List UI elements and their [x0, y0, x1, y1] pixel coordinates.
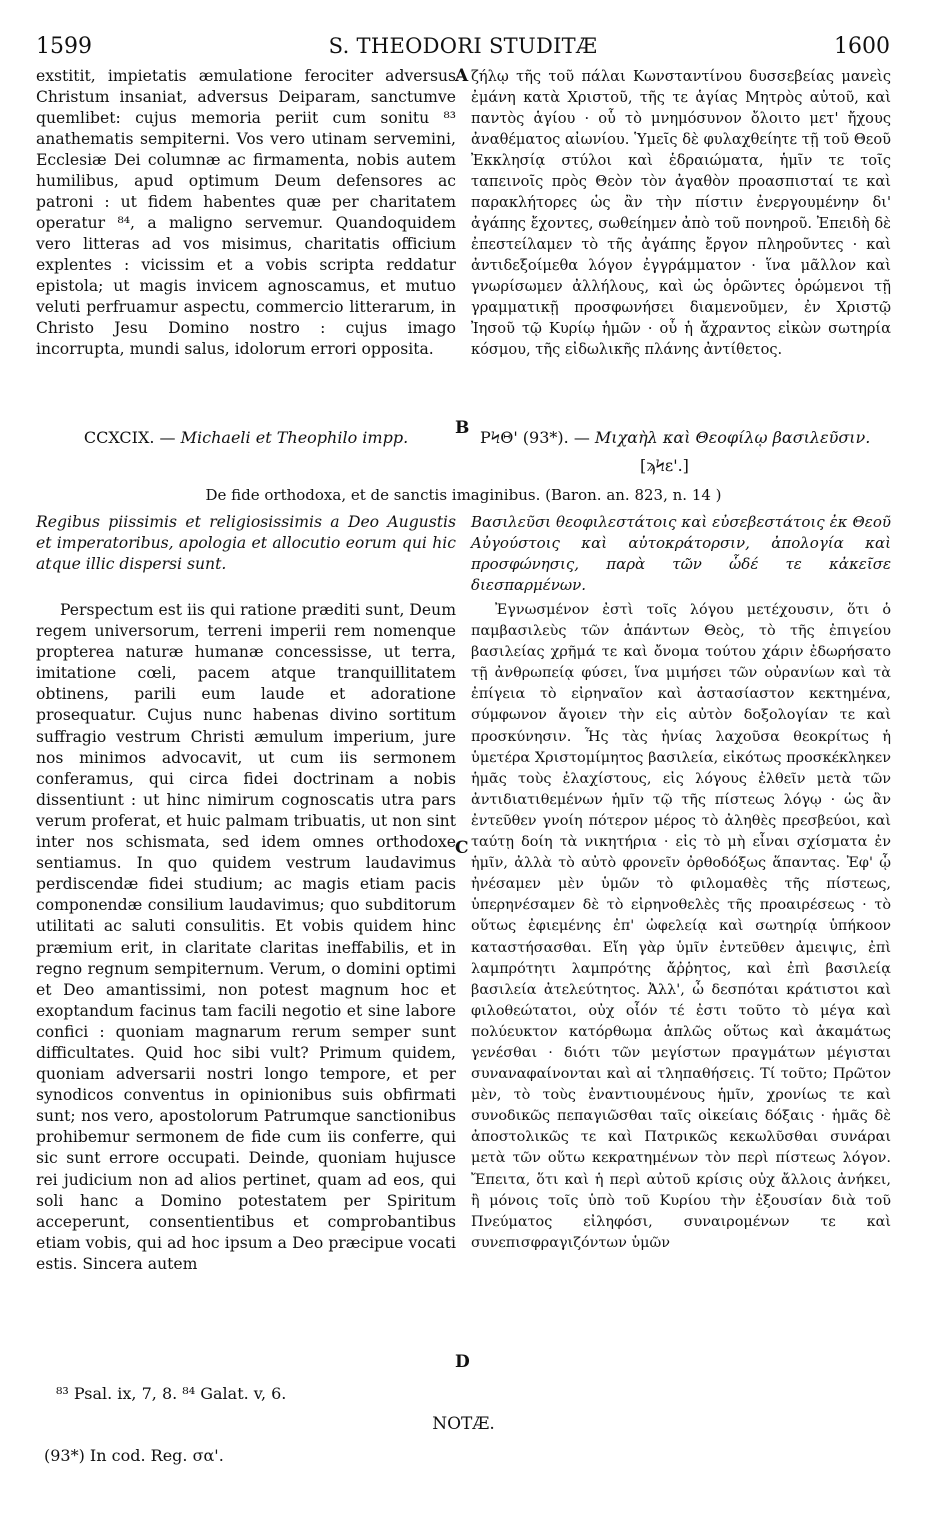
margin-letter-b: B	[455, 418, 470, 438]
greek-body-text: Ἐγνωσμένον ἐστὶ τοῖς λόγου μετέχουσιν, ὅτι ὁ παμβασιλεὺς τῶν ἁπάντων Θεὸς, τὸ τῆς ἐπιγείου βασιλείας χρῆμά τε καὶ ὄνομα τούτου χάριν ἐδωρήσατο τῇ ἀνθρωπείᾳ φύσει, ἵνα μιμήσει τῶν οὐρανίων καὶ τὰ ἐπίγεια τὸ εἰρηναῖον καὶ ἀστασίαστον κεκτημένα, σύμφωνον ἄγοιεν τὴν εἰς αὐτὸν δοξολογίαν τε καὶ προσκύνησιν. Ἧς τὰς ἡνίας λαχοῦσα θεοκρίτως ἡ ὑμετέρα Χριστομίμητος βασιλεία, εἰκότως προσκέκληκεν ἡμᾶς τοὺς ἐλαχίστους, εἰς λόγους ἐλθεῖν μετὰ τῶν ἀντιδιατιθεμένων ἡμῖν τῷ τῆς πίστεως λόγῳ · ὡς ἂν ἐντεῦθεν γνοίη πότερον μέρος τὸ ἀληθὲς πρεσβεύοι, καὶ ταύτῃ δοίη τὰ νικητήρια · εἰς τὸ μὴ εἶναι σχίσματα ἐν ἡμῖν, ἀλλὰ τὸ αὐτὸ φρονεῖν ὀρθοδόξως ἅπαντας. Ἐφ' ᾧ ἠνέσαμεν μὲν ὑμῶν τὸ φιλομαθὲς τῆς πίστεως, ὑπερηνέσαμεν δὲ τὸ εἰρηνοθελὲς τῆς προαιρέσεως · τὸ οὕτως ἐφιεμένης ἐπ' ὠφελείᾳ καὶ σωτηρίᾳ ὑπήκοον καταστήσασθαι. Εἴη γὰρ ὑμῖν ἐντεῦθεν ἀμειψις, ἐπὶ λαμπρότητι λαμπρότης ἄῤῥητος, καὶ ἐπὶ βασιλείᾳ βασιλεία ἀτελεύτητος. Ἀλλ', ὦ δεσπόται κράτιστοι καὶ φιλοθεώτατοι, οὐχ οἷόν τέ ἐστι τοῦτο τὸ μέγα καὶ πολύευκτον κατόρθωμα ἁπλῶς οὕτως καὶ ἀκαμάτως γενέσθαι · διότι τῶν μεγίστων πραγμάτων μέγισται συναναφαίνονται καὶ αἱ τληπαθήσεις. Τί τοῦτο; Πρῶτον μὲν, τὸ τοὺς ἐναντιουμένους ἡμῖν, χρονίως τε καὶ συνοδικῶς πεπαγιῶσθαι ταῖς οἰκείαις δόξαις · ἡμᾶς δὲ ἀποστολικῶς τε καὶ Πατρικῶς κεκωλῦσθαι συνάραι μετὰ τῶν οὕτω κεκρατημένων τὸν περὶ πίστεως λόγον. Ἔπειτα, ὅτι καὶ ἡ περὶ αὐτοῦ κρίσις οὐχ ἄλλοις ἀνήκει, ἢ μόνοις τοῖς ὑπὸ τοῦ Κυρίου τὴν ἐξουσίαν διὰ τοῦ Πνεύματος εἰληφόσι, συναιρομένων τε καὶ συνεπισφραγιζόντων ὑμῶν	[471, 602, 891, 1251]
latin-column-top	[36, 66, 456, 360]
note-text: (93*) In cod. Reg. σα'.	[44, 1446, 224, 1465]
latin-letter-title: Michaeli et Theophilo impp.	[180, 428, 409, 447]
latin-letter-heading	[36, 428, 456, 447]
greek-letter-number: ΡϞΘ' (93*). —	[480, 428, 590, 447]
latin-top-paragraph: exstitit, impietatis æmulatione ferociter adversus Christum insaniat, adversus Deiparam, sanctumve quemlibet: cujus memoria periit cum sonitu ⁸³ anathematis sempiterni. Vos vero utinam servemini, Ecclesiæ Dei columnæ ac firmamenta, nobis autem humilibus, apud optimum Deum defensores ac patroni : ut fidem habentes quæ per charitatem operatur ⁸⁴, a maligno servemur. Quandoquidem vero litteras ad vos misimus, charitatis officium explentes : vicissim et a vobis scripta reddatur epistola; ut magis invicem agnoscamus, et mutuo veluti perfruamur aspectu, commercio litterarum, in Christo Jesu Domino nostro : cujus imago incorrupta, mundi salus, idolorum errori opposita.	[36, 67, 456, 358]
greek-body	[471, 600, 891, 1254]
latin-intro-text: Regibus piissimis et religiosissimis a Deo Augustis et imperatoribus, apologia et allocutio eorum qui hic atque illic dispersi sunt.	[36, 513, 456, 573]
greek-intro	[471, 512, 891, 596]
notes-heading: NOTÆ.	[432, 1414, 495, 1434]
right-page-number: 1600	[834, 34, 890, 59]
letter-subject: De fide orthodoxa, et de sanctis imaginibus. (Baron. an. 823, n. 14 )	[205, 486, 722, 504]
left-page-number: 1599	[36, 34, 92, 59]
latin-body	[36, 600, 456, 1275]
latin-letter-number: CCXCIX. —	[83, 428, 176, 447]
greek-bracket-number: [ϡϞε'.]	[640, 456, 689, 475]
running-title: S. THEODORI STUDITÆ	[328, 34, 598, 58]
greek-top-paragraph: ζήλῳ τῆς τοῦ πάλαι Κωνσταντίνου δυσσεβείας μανεὶς ἐμάνη κατὰ Χριστοῦ, τῆς τε ἁγίας Μητρὸς αὐτοῦ, καὶ παντὸς ἁγίου · οὗ τὸ μνημόσυνον ὄλοιτο μετ' ἤχους ἀναθέματος αἰωνίου. Ὑμεῖς δὲ φυλαχθείητε τῇ τοῦ Θεοῦ Ἐκκλησίᾳ στύλοι καὶ ἑδραιώματα, ἡμῖν τε τοῖς ταπεινοῖς πρὸς Θεὸν τὸν ἀγαθὸν προασπισταί τε καὶ παρακλήτορες ὡς ἂν τὴν πίστιν ἐνεργουμένην δι' ἀγάπης ἔχοντες, σωθείημεν ἀπὸ τοῦ πονηροῦ. Ἐπειδὴ δὲ ἐπεστείλαμεν τὸ τῆς ἀγάπης ἔργον πληροῦντες · καὶ ἀντιδεξοίμεθα λόγον ἐγγράμματον · ἵνα μᾶλλον καὶ γνωρίσωμεν ἀλλήλους, καὶ ὡς ὁρῶντες ὁρώμενοι τῇ γραμματικῇ προσφωνήσει διαμενοῦμεν, ἐν Χριστῷ Ἰησοῦ τῷ Κυρίῳ ἡμῶν · οὗ ἡ ἄχραντος εἰκὼν σωτηρία κόσμου, τῆς εἰδωλικῆς πλάνης ἀντίθετος.	[471, 68, 891, 358]
greek-letter-heading	[480, 428, 891, 447]
greek-intro-text: Βασιλεῦσι θεοφιλεστάτοις καὶ εὐσεβεστάτοις ἐκ Θεοῦ Αὐγούστοις καὶ αὐτοκράτορσιν, ἀπολογία καὶ προσφώνησις, παρὰ τῶν ὧδέ τε κἀκεῖσε διεσπαρμένων.	[471, 513, 891, 594]
greek-letter-title: Μιχαὴλ καὶ Θεοφίλῳ βασιλεῦσιν.	[594, 428, 871, 447]
margin-letter-d: D	[455, 1352, 470, 1372]
greek-column-top	[471, 66, 891, 360]
footnotes: ⁸³ Psal. ix, 7, 8. ⁸⁴ Galat. v, 6.	[56, 1384, 287, 1403]
latin-body-text: Perspectum est iis qui ratione præditi sunt, Deum regem universorum, terreni imperii rem nomenque propterea naturæ humanæ concessisse, ut terra, imitatione cœli, pacem atque tranquillitatem obtinens, parili eum laude et adoratione prosequatur. Cujus nunc habenas divino sortitum suffragio vestrum Christi æmulum imperium, jure nos minimos advocavit, ut cum iis sermonem conferamus, qui circa fidei doctrinam a nobis dissentiunt : ut hinc nimirum cognoscatis utra pars verum proferat, et huic palmam tribuatis, ut non sint inter nos schismata, sed idem omnes orthodoxe sentiamus. In quo quidem vestrum laudavimus perdiscendæ fidei studium; ac magis etiam pacis componendæ consilium laudavimus; quo subditorum utilitati ac saluti consulitis. Et vobis quidem hinc præmium erit, in claritate claritas ineffabilis, et in regno regnum sempiternum. Verum, o domini optimi et Deo amantissimi, non potest magnum hoc et exoptandum facinus tam facili negotio et sine labore confici : quoniam magnarum rerum semper sunt difficultates. Quid hoc sibi vult? Primum quidem, quoniam adversarii nostri longo tempore, et per synodicos conventus in opinionibus suis obfirmati sunt; nos vero, apostolorum Patrumque sanctionibus prohibemur sermonem de fide cum iis conferre, qui sic sunt errore occupati. Deinde, quoniam hujusce rei judicium non ad alios pertinet, quam ad eos, qui soli hanc a Domino potestatem per Spiritum acceperunt, consentientibus et comprobantibus etiam vobis, qui ad hoc ipsum a Deo præcipue vocati estis. Sincera autem	[36, 601, 456, 1273]
margin-letter-c: C	[455, 838, 469, 858]
margin-letter-a: A	[455, 66, 469, 86]
latin-intro	[36, 512, 456, 575]
running-header	[36, 34, 890, 60]
